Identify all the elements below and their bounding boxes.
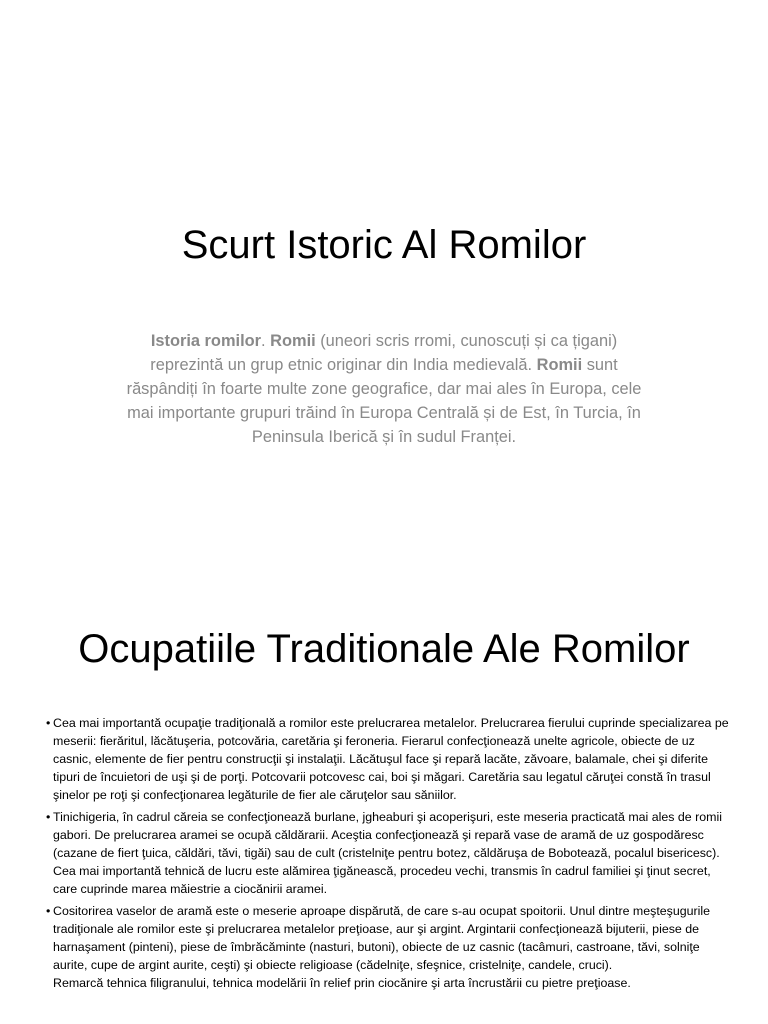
bullet-icon: • <box>46 716 51 730</box>
slide-title-heading: Scurt Istoric Al Romilor <box>181 223 587 267</box>
bullet-text: Cea mai importantă ocupaţie tradiţională a romilor este prelucrarea metalelor. Prelucrarea fierului cuprinde specializarea pe meserii: fierăritul, lăcătuşeria, potcovăria, caretăria şi feroneria. Fierarul confecţionează unelte agricole, obiecte de uz casnic, elemente de fier pentru construcţii şi instalaţii. Lăcătuşul face şi repară lacăte, zăvoare, balamale, chei şi diferite tipuri de încuietori de uşi şi de porţi. Potcovarii potcovesc cai, boi şi măgari. Caretăria sau legatul căruţei constă în trasul şinelor pe roţi şi confecţionarea legăturile de fier ale căruţelor sau săniilor. <box>53 716 729 802</box>
bullet-icon: • <box>46 904 51 918</box>
subtitle-term-romii: Romii <box>270 332 316 350</box>
occupations-bullet-list <box>46 714 730 996</box>
bullet-text: Cositorirea vaselor de aramă este o meserie aproape dispărută, de care s-au ocupat spoitorii. Unul dintre meşteşugurile tradiţionale ale romilor este şi prelucrarea metalelor preţioase, aur şi argint. Argintarii confecţionează bijuterii, piese de harnaşament (pinteni), piese de îmbrăcăminte (nasturi, butoni), obiecte de uz casnic (tacâmuri, castroane, tăvi, solniţe aurite, cupe de argint aurite, ceşti) şi obiecte religioase (cădelniţe, sfeşnice, cristelniţe, candele, cruci). Remarcă tehnica filigranului, tehnica modelării în relief prin ciocănire şi arta încrustării cu pietre preţioase. <box>53 904 711 990</box>
bullet-item <box>46 714 730 804</box>
bullet-item <box>46 808 730 898</box>
bullet-icon: • <box>46 810 51 824</box>
occupations-heading: Ocupatiile Traditionale Ale Romilor <box>78 627 690 671</box>
bullet-item <box>46 902 730 992</box>
bullet-text: Tinichigeria, în cadrul căreia se confecţionează burlane, jgheaburi şi acoperişuri, este meseria practicată mai ales de romii gabori. De prelucrarea aramei se ocupă căldărarii. Aceştia confecţionează şi repară vase de aramă de uz gospodăresc (cazane de fiert ţuica, căldări, tăvi, tigăi) sau de cult (cristelniţe pentru botez, căldăruşa de Bobotează, pocalul bisericesc). Cea mai importantă tehnică de lucru este alămirea ţigănească, procedeu vechi, transmis în cadrul familiei şi ţinut secret, care cuprinde marea măiestrie a ciocănirii aramei. <box>53 810 722 896</box>
subtitle-text-2: sunt răspândiți în foarte multe zone geografice, dar mai ales în Europa, cele mai importante grupuri trăind în Europa Centrală și de Est, în Turcia, în Peninsula Iberică și în sudul Franței. <box>126 356 642 446</box>
slide-subtitle <box>114 329 654 449</box>
slide-occupations <box>0 576 768 1024</box>
subtitle-text-1: (uneori scris rromi, cunoscuți și ca țigani) reprezintă un grup etnic originar din India medievală. <box>150 332 618 374</box>
subtitle-separator: . <box>261 332 271 350</box>
subtitle-term-romii-2: Romii <box>536 356 583 374</box>
subtitle-term-istoria: Istoria romilor <box>150 332 262 350</box>
